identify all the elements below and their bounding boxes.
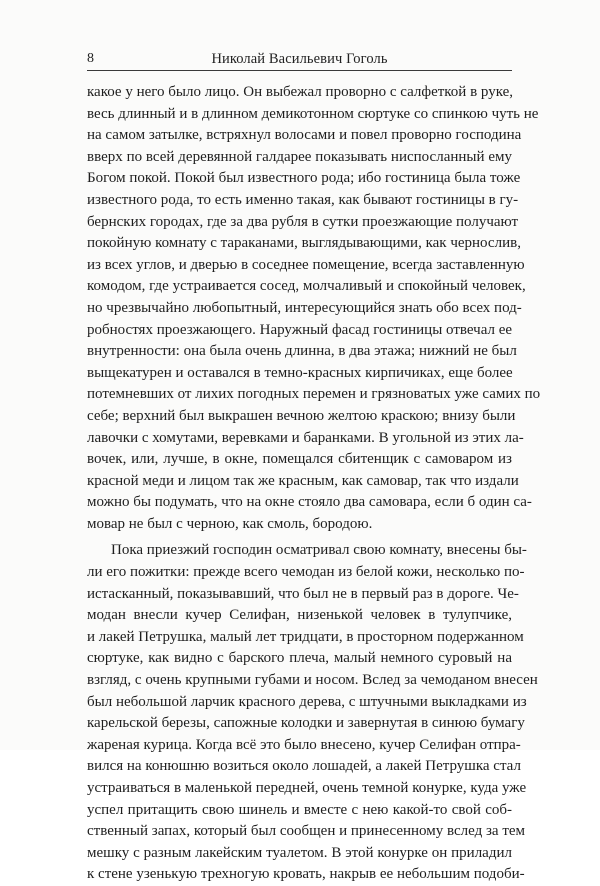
text-line: комодом, где устраивается сосед, молчаливый и спокойный человек, — [87, 278, 526, 295]
text-line: взгляд, с очень крупными губами и носом. Вслед за чемоданом внесен — [87, 672, 538, 689]
text-line: красной меди и лицом так же красным, как самовар, так что издали — [87, 472, 519, 489]
text-line: жареная курица. Когда всё это было внесено, кучер Селифан отпра- — [87, 736, 521, 753]
text-line: ственный запах, который был сообщен и принесенному вслед за тем — [87, 823, 526, 840]
text-line: мешку с разным лакейским туалетом. В этой конурке он приладил — [87, 844, 512, 861]
text-line: потемневших от лихих погодных перемен и грязноватых уже самих по — [87, 386, 541, 403]
text-line: покойную комнату с тараканами, выглядывающими, как чернослив, — [87, 235, 521, 252]
text-line: выщекатурен и оставался в темно-красных кирпичиках, еще более — [87, 364, 513, 381]
text-line: ли его пожитки: прежде всего чемодан из белой кожи, несколько по- — [87, 564, 525, 581]
text-line: карельской березы, сапожные колодки и завернутая в синюю бумагу — [87, 715, 525, 732]
paragraph-2 — [87, 540, 538, 886]
text-line: какое у него было лицо. Он выбежал проворно с салфеткой в руке, — [87, 84, 514, 100]
text-line: и лакей Петрушка, малый лет тридцати, в просторном подержанном — [87, 628, 524, 645]
text-line: Богом покой. Покой был известного рода; ибо гостиница была тоже — [87, 170, 521, 187]
text-line: вочек, или, лучше, в окне, помещался сбитенщик с самоваром из — [87, 451, 512, 468]
text-line: известного рода, то есть именно такая, как бывают гостиницы в гу- — [87, 191, 519, 208]
running-title: Николай Васильевич Гоголь — [211, 51, 388, 67]
text-line: можно бы подумать, что на окне стояло два самовара, если б один са- — [87, 494, 532, 511]
page-number: 8 — [87, 51, 94, 66]
text-line: из всех углов, и дверью в соседнее помещение, всегда заставленную — [87, 256, 525, 273]
running-head — [87, 50, 512, 71]
text-line: модан внесли кучер Селифан, низенькой человек в тулупчике, — [87, 607, 512, 624]
body-text — [87, 82, 541, 886]
text-line: себе; верхний был выкрашен вечною желтою краскою; внизу были — [87, 407, 516, 424]
text-line: к стене узенькую трехногую кровать, накрыв ее небольшим подоби- — [87, 866, 525, 883]
text-line: вверх по всей деревянной галдарее показывать ниспосланный ему — [87, 148, 512, 165]
text-line: внутренности: она была очень длинна, в два этажа; нижний не был — [87, 343, 517, 360]
paragraph-1 — [87, 82, 541, 535]
text-line: мовар не был с черною, как смоль, бородою. — [87, 515, 373, 532]
text-line: истасканный, показывавший, что был не в первый раз в дороге. Че- — [87, 585, 519, 602]
text-line: бернских городах, где за два рубля в сутки проезжающие получают — [87, 213, 519, 230]
text-line: на самом затылке, встряхнул волосами и повел проворно господина — [87, 127, 522, 144]
text-line: был небольшой ларчик красного дерева, с штучными выкладками из — [87, 693, 527, 710]
text-line: сюртуке, как видно с барского плеча, малый немного суровый на — [87, 650, 512, 667]
text-line: весь длинный и в длинном демикотонном сюртуке со спинкою чуть не — [87, 105, 539, 122]
text-line: устраиваться в маленькой передней, очень темной конурке, куда уже — [87, 780, 527, 796]
text-line: лавочки с хомутами, веревками и баранками. В угольной из этих ла- — [87, 429, 524, 446]
text-line: Пока приезжий господин осматривал свою комнату, внесены бы- — [111, 542, 527, 559]
text-line: но чрезвычайно любопытный, интересующийся знать обо всех под- — [87, 299, 522, 316]
text-line: вился на конюшню возиться около лошадей, а лакей Петрушка стал — [87, 758, 521, 775]
text-line: робностях проезжающего. Наружный фасад гостиницы отвечал ее — [87, 321, 513, 338]
text-line: успел притащить свою шинель и вместе с нею какой-то свой соб- — [87, 801, 512, 818]
